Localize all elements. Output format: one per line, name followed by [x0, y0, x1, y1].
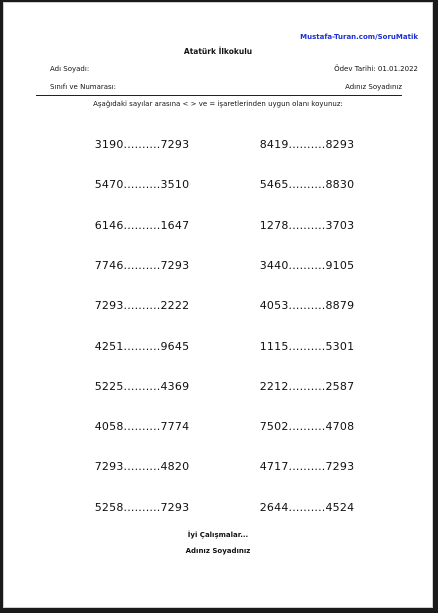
answer-blank[interactable]: .......... — [123, 258, 161, 272]
comparison-item — [260, 138, 355, 151]
homework-date: Ödev Tarihi: 01.01.2022 — [334, 65, 418, 73]
left-number: 1278 — [259, 218, 289, 232]
answer-blank[interactable]: .......... — [123, 420, 161, 434]
teacher-name: Adınız Soyadınız — [345, 83, 402, 91]
left-number: 5225 — [94, 379, 124, 393]
answer-blank[interactable]: .......... — [288, 500, 326, 514]
left-number: 3190 — [94, 138, 124, 151]
left-number: 7293 — [94, 299, 124, 313]
comparison-item — [95, 501, 190, 514]
left-number: 7293 — [94, 460, 124, 474]
right-number: 5301 — [325, 339, 355, 353]
school-name: Atatürk İlkokulu — [183, 47, 253, 56]
comparison-item — [95, 299, 190, 312]
comparison-item — [260, 178, 355, 191]
comparison-item — [260, 340, 355, 353]
answer-blank[interactable]: .......... — [288, 379, 326, 393]
answer-blank[interactable]: .......... — [123, 460, 161, 474]
answer-blank[interactable]: .......... — [123, 178, 161, 192]
right-number: 4369 — [160, 379, 190, 393]
answer-blank[interactable]: .......... — [288, 178, 326, 192]
right-number: 2222 — [160, 299, 190, 313]
right-number: 7293 — [160, 258, 190, 272]
left-number: 2644 — [259, 500, 289, 514]
comparison-item — [95, 138, 190, 151]
answer-blank[interactable]: .......... — [288, 339, 326, 353]
left-number: 7746 — [94, 258, 124, 272]
left-number: 1115 — [259, 339, 289, 353]
comparison-item — [95, 460, 190, 473]
comparison-item — [260, 299, 355, 312]
left-number: 4251 — [94, 339, 124, 353]
answer-blank[interactable]: .......... — [288, 299, 326, 313]
left-number: 2212 — [259, 379, 289, 393]
right-number: 7293 — [160, 138, 190, 151]
left-number: 8419 — [259, 138, 289, 151]
answer-blank[interactable]: .......... — [288, 258, 326, 272]
left-number: 7502 — [259, 420, 289, 434]
right-number: 7293 — [325, 460, 355, 474]
right-number: 3703 — [325, 218, 355, 232]
student-name-label: Adı Soyadı: — [50, 65, 90, 73]
comparison-item — [95, 259, 190, 272]
right-number: 4708 — [325, 420, 355, 434]
answer-blank[interactable]: .......... — [288, 138, 326, 151]
right-number: 3510 — [160, 178, 190, 192]
answer-blank[interactable]: .......... — [288, 218, 326, 232]
right-number: 8293 — [325, 138, 355, 151]
right-number: 2587 — [325, 379, 355, 393]
worksheet-page — [3, 2, 433, 608]
comparison-item — [95, 420, 190, 433]
left-number: 5470 — [94, 178, 124, 192]
comparison-item — [260, 501, 355, 514]
signature: Adınız Soyadınız — [185, 547, 251, 555]
answer-blank[interactable]: .......... — [288, 460, 326, 474]
right-number: 9105 — [325, 258, 355, 272]
left-number: 4058 — [94, 420, 124, 434]
answer-blank[interactable]: .......... — [123, 339, 161, 353]
left-number: 6146 — [94, 218, 124, 232]
right-number: 8879 — [325, 299, 355, 313]
right-number: 4524 — [325, 500, 355, 514]
comparison-item — [260, 259, 355, 272]
right-number: 8830 — [325, 178, 355, 192]
comparison-item — [95, 219, 190, 232]
answer-blank[interactable]: .......... — [123, 379, 161, 393]
answer-blank[interactable]: .......... — [123, 218, 161, 232]
answer-blank[interactable]: .......... — [123, 299, 161, 313]
comparison-item — [260, 219, 355, 232]
left-number: 4053 — [259, 299, 289, 313]
answer-blank[interactable]: .......... — [123, 138, 161, 151]
header-divider — [36, 95, 402, 96]
left-number: 5465 — [259, 178, 289, 192]
left-number: 4717 — [259, 460, 289, 474]
comparison-item — [260, 460, 355, 473]
right-number: 9645 — [160, 339, 190, 353]
comparison-item — [260, 380, 355, 393]
right-number: 1647 — [160, 218, 190, 232]
right-number: 7774 — [160, 420, 190, 434]
instruction-text: Aşağıdaki sayılar arasına < > ve = işaretlerinden uygun olanı koyunuz: — [93, 100, 343, 108]
left-number: 3440 — [259, 258, 289, 272]
class-number-label: Sınıfı ve Numarası: — [50, 83, 116, 91]
comparison-item — [95, 340, 190, 353]
comparison-item — [260, 420, 355, 433]
comparison-item — [95, 178, 190, 191]
left-number: 5258 — [94, 500, 124, 514]
comparison-item — [95, 380, 190, 393]
answer-blank[interactable]: .......... — [288, 420, 326, 434]
site-url[interactable]: Mustafa-Turan.com/SoruMatik — [300, 33, 418, 41]
closing-message: İyi Çalışmalar... — [187, 531, 249, 539]
answer-blank[interactable]: .......... — [123, 500, 161, 514]
right-number: 4820 — [160, 460, 190, 474]
right-number: 7293 — [160, 500, 190, 514]
